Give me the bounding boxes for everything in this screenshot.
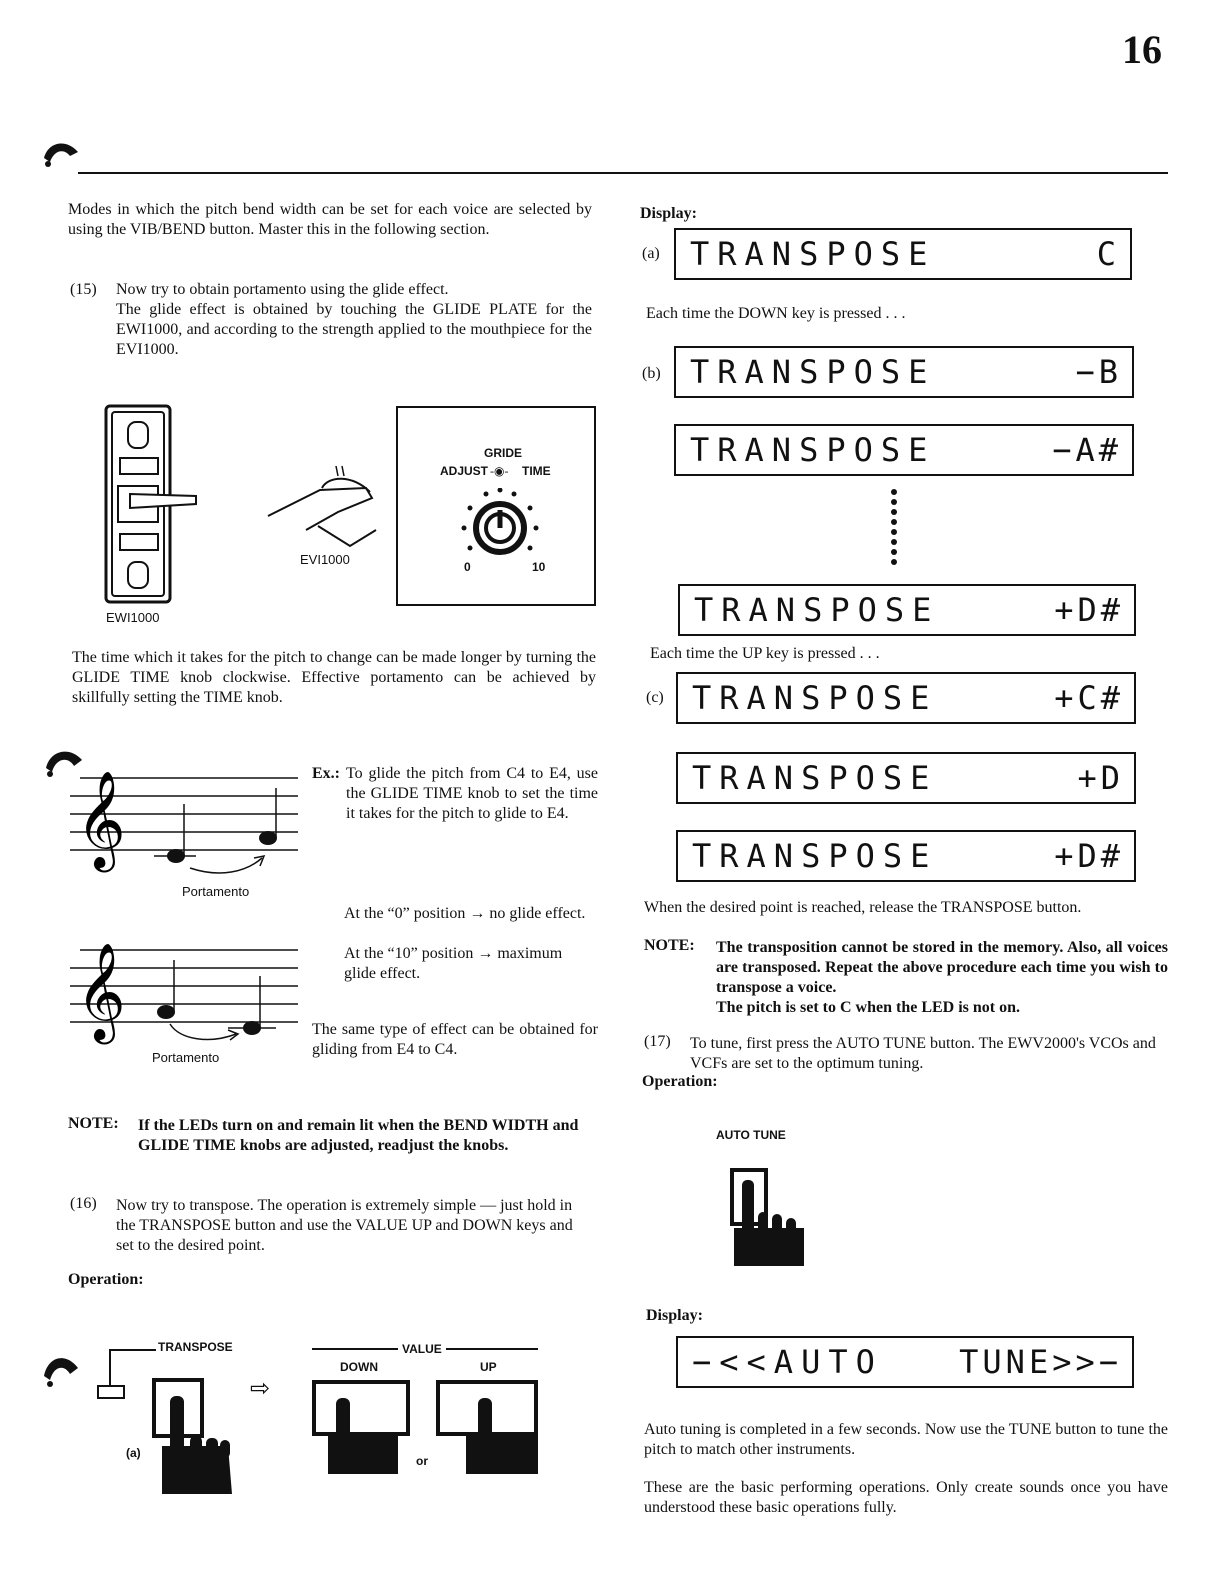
basic-operations-text: These are the basic performing operations. Only create sounds once you have understood these basic operations fully. <box>644 1479 1168 1516</box>
lcd-word: TRANSPOSE <box>692 759 938 797</box>
position-10-text: At the “10” position → maximum glide effect. <box>344 945 563 982</box>
label-a: (a) <box>642 245 660 262</box>
lcd-value: +C# <box>1054 679 1124 717</box>
example-text: To glide the pitch from C4 to E4, use the GLIDE TIME knob to set the time it takes for the pitch to glide to E4. <box>346 765 598 822</box>
knob-title: GRIDE <box>484 446 523 460</box>
lcd-word: TRANSPOSE <box>694 591 940 629</box>
horn-icon <box>40 1350 80 1395</box>
lcd-value: −B <box>1075 353 1122 391</box>
knob-adjust-symbol: -◉- <box>490 464 509 478</box>
lcd-display-c3 <box>676 830 1136 882</box>
portamento-label-1: Portamento <box>182 884 250 899</box>
ellipsis-dots <box>888 488 900 573</box>
lcd-value: +D# <box>1054 591 1124 629</box>
transpose-button-label: TRANSPOSE <box>158 1340 233 1354</box>
operation-label-right: Operation: <box>642 1073 718 1090</box>
lcd-display-b1 <box>674 346 1134 398</box>
glide-time-knob-panel <box>396 406 596 606</box>
staff-example-down <box>70 924 302 1059</box>
item-15-body: The glide effect is obtained by touching the GLIDE PLATE for the EWI1000, and according to the strength applied to the mouthpiece for the EVI1000. <box>116 301 592 358</box>
lcd-value: −A# <box>1052 431 1122 469</box>
item-16-text: Now try to transpose. The operation is extremely simple — just hold in the TRANSPOSE button and use the VALUE UP and DOWN keys and set to the desired point. <box>116 1197 573 1254</box>
lcd-display-c1 <box>676 672 1136 724</box>
lcd-word: TRANSPOSE <box>690 235 936 273</box>
glide-time-paragraph: The time which it takes for the pitch to change can be made longer by turning the GLIDE TIME knob clockwise. Effective portamento can be achieved by skillfully setting the TIME knob. <box>72 649 596 706</box>
lcd-auto-left: −<<AUTO <box>692 1343 883 1381</box>
knob-max-label: 10 <box>532 560 546 574</box>
example-label: Ex.: <box>312 765 340 782</box>
page-number: 16 <box>1122 27 1162 72</box>
auto-tune-label: AUTO TUNE <box>716 1128 786 1142</box>
note-label-left: NOTE: <box>68 1115 119 1132</box>
down-key-text: Each time the DOWN key is pressed . . . <box>646 305 906 322</box>
note-text-left: If the LEDs turn on and remain lit when the BEND WIDTH and GLIDE TIME knobs are adjusted, readjust the knobs. <box>138 1117 579 1154</box>
lcd-word: TRANSPOSE <box>690 431 936 469</box>
svg-text:𝄞: 𝄞 <box>76 942 126 1040</box>
up-key-text: Each time the UP key is pressed . . . <box>650 645 880 662</box>
ewi1000-glide-plate-figure <box>100 404 210 611</box>
position-0-text: At the “0” position → no glide effect. <box>344 905 586 922</box>
lcd-display-auto-tune <box>676 1336 1134 1388</box>
lcd-auto-right: TUNE>>− <box>959 1343 1122 1381</box>
same-effect-text: The same type of effect can be obtained for gliding from E4 to C4. <box>312 1021 598 1058</box>
item-15-number: (15) <box>70 281 97 298</box>
lcd-display-a <box>674 228 1132 280</box>
knob-subtitle-right: TIME <box>522 464 551 478</box>
header-rule <box>78 172 1168 174</box>
knob-min-label: 0 <box>464 560 471 574</box>
operation-label-left: Operation: <box>68 1271 144 1288</box>
up-label: UP <box>480 1360 497 1374</box>
lcd-display-c2 <box>676 752 1136 804</box>
evi1000-mouthpiece-figure <box>266 460 380 555</box>
transpose-press-icon[interactable] <box>150 1376 236 1501</box>
value-label: VALUE <box>398 1342 446 1356</box>
lcd-word: TRANSPOSE <box>692 837 938 875</box>
auto-tune-press-icon[interactable] <box>728 1166 808 1273</box>
evi1000-label: EVI1000 <box>300 552 350 567</box>
item-16-number: (16) <box>70 1195 97 1212</box>
note-text-right-2: The pitch is set to C when the LED is not on. <box>716 999 1021 1016</box>
lcd-value: +D# <box>1054 837 1124 875</box>
horn-icon <box>40 136 80 175</box>
item-15-lead: Now try to obtain portamento using the glide effect. <box>116 281 449 298</box>
display-label-right-2: Display: <box>646 1307 703 1324</box>
label-c: (c) <box>646 689 664 706</box>
down-key-press-icon[interactable] <box>312 1380 412 1481</box>
lcd-value: C <box>1096 235 1120 273</box>
lcd-word: TRANSPOSE <box>690 353 936 391</box>
ewi1000-label: EWI1000 <box>106 610 160 625</box>
note-text-right: The transposition cannot be stored in the memory. Also, all voices are transposed. Repeat the above procedure each time you wish to transpose a voice. <box>716 939 1168 996</box>
up-key-press-icon[interactable] <box>436 1380 540 1481</box>
lcd-display-b3 <box>678 584 1136 636</box>
portamento-label-2: Portamento <box>152 1050 220 1065</box>
lcd-value: +D <box>1077 759 1124 797</box>
down-label: DOWN <box>340 1360 378 1374</box>
item-17-text: To tune, first press the AUTO TUNE button. The EWV2000's VCOs and VCFs are set to the optimum tuning. <box>690 1035 1156 1072</box>
operation-a-label: (a) <box>126 1446 141 1460</box>
label-b: (b) <box>642 365 661 382</box>
display-label-right: Display: <box>640 205 697 222</box>
note-label-right: NOTE: <box>644 937 695 954</box>
intro-paragraph: Modes in which the pitch bend width can be set for each voice are selected by using the VIB/BEND button. Master this in the following section. <box>68 201 592 238</box>
release-text: When the desired point is reached, release the TRANSPOSE button. <box>644 899 1082 916</box>
item-17-number: (17) <box>644 1033 671 1050</box>
auto-tuning-done-text: Auto tuning is completed in a few seconds. Now use the TUNE button to tune the pitch to match other instruments. <box>644 1421 1168 1458</box>
svg-text:𝄞: 𝄞 <box>76 770 126 868</box>
or-label: or <box>416 1454 428 1468</box>
lcd-word: TRANSPOSE <box>692 679 938 717</box>
lcd-display-b2 <box>674 424 1134 476</box>
staff-example-up <box>70 752 302 887</box>
knob-subtitle-left: ADJUST <box>440 464 489 478</box>
arrow-icon: ⇨ <box>250 1374 271 1402</box>
